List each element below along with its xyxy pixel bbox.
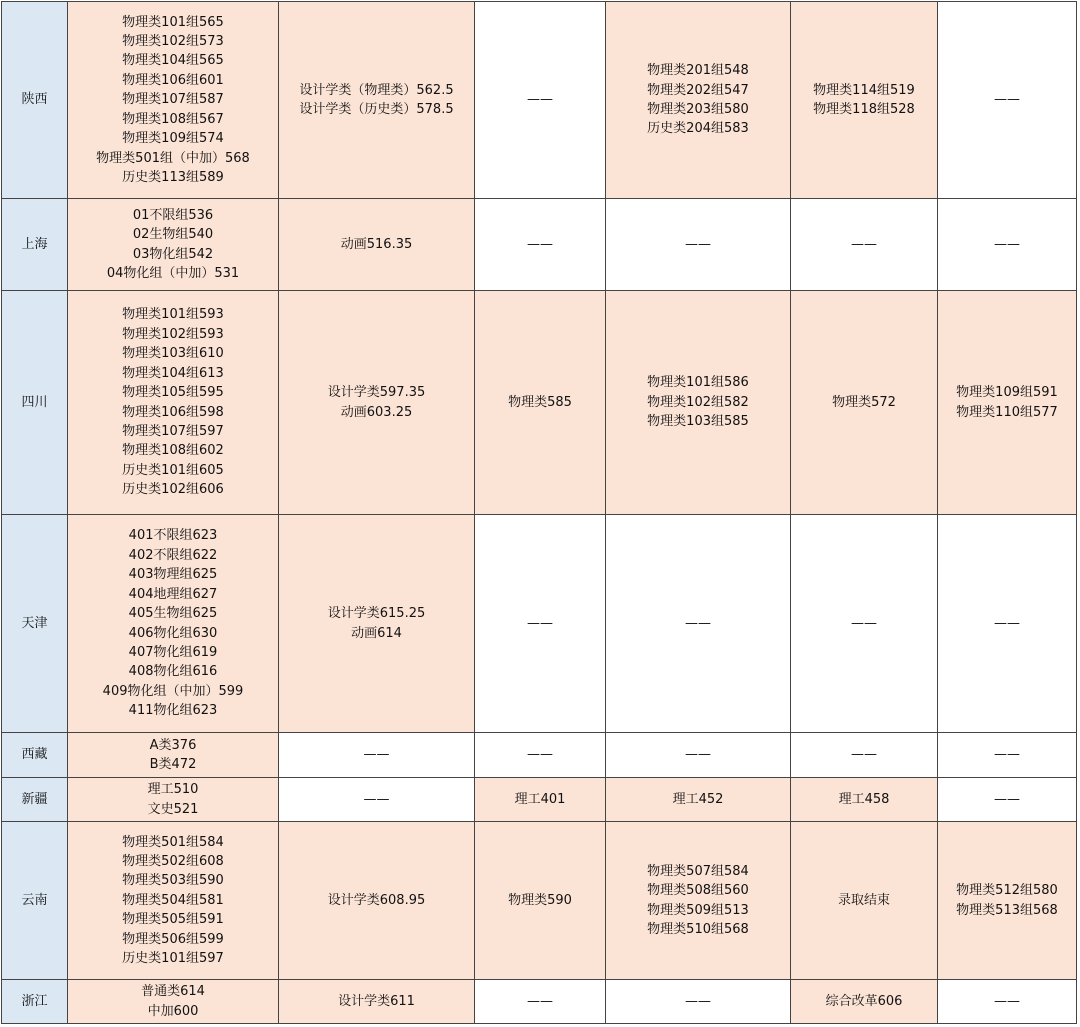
empty-dash: —— <box>363 791 390 807</box>
score-cell <box>791 733 938 778</box>
empty-dash: —— <box>685 747 711 763</box>
score-line: 设计学类（历史类）578.5 <box>299 102 454 117</box>
score-line: 物理类507组584 <box>647 863 749 879</box>
score-cell <box>606 291 791 515</box>
score-cell <box>279 2 475 199</box>
score-cell <box>606 515 791 733</box>
score-line: 物理类508组560 <box>647 883 749 899</box>
empty-dash: —— <box>527 747 553 763</box>
score-line: 设计学类（物理类）562.5 <box>299 82 454 98</box>
score-line: 物理类501组（中加）568 <box>96 150 250 166</box>
score-cell <box>606 778 791 822</box>
score-line: 动画603.25 <box>340 404 413 420</box>
score-line: 文史521 <box>147 801 199 817</box>
province-cell: 天津 <box>2 515 68 733</box>
score-line: 02生物组540 <box>132 227 214 243</box>
score-line: 物理类108组567 <box>122 111 224 127</box>
score-cell <box>475 980 606 1024</box>
score-line: 物理类107组597 <box>122 423 224 439</box>
score-line: 物理类101组586 <box>647 375 749 391</box>
score-line: 物理类202组547 <box>647 82 749 98</box>
score-cell <box>68 778 279 822</box>
score-cell <box>68 291 279 515</box>
score-cell <box>475 291 606 515</box>
score-line: 物理类201组548 <box>647 63 749 79</box>
score-line: 物理类101组565 <box>122 14 224 30</box>
score-line: 405生物组625 <box>128 606 218 622</box>
score-cell <box>938 291 1077 515</box>
score-cell <box>938 822 1077 980</box>
score-line: 物理类506组599 <box>122 931 224 947</box>
score-line: 历史类204组583 <box>647 121 749 137</box>
empty-dash: —— <box>527 92 553 108</box>
score-cell <box>475 199 606 291</box>
score-line: A类376 <box>149 737 197 753</box>
score-line: 01不限组536 <box>132 207 214 223</box>
score-cell <box>68 515 279 733</box>
score-cell <box>791 822 938 980</box>
table-row <box>2 515 1077 733</box>
score-line: 物理类509组513 <box>647 902 749 918</box>
table-row <box>2 980 1077 1024</box>
score-line: 物理类572 <box>832 394 896 410</box>
score-line: 物理类102组573 <box>122 34 224 50</box>
score-line: 406物化组630 <box>128 625 218 641</box>
score-cell <box>606 2 791 199</box>
admission-score-table <box>1 1 1077 1024</box>
table-row <box>2 778 1077 822</box>
score-line: 物理类114组519 <box>813 82 915 98</box>
score-line: 物理类510组568 <box>647 921 749 937</box>
score-cell <box>791 2 938 199</box>
score-line: 物理类503组590 <box>122 873 224 889</box>
score-cell <box>68 822 279 980</box>
score-line: 普通类614 <box>141 984 205 1000</box>
empty-dash: —— <box>363 747 390 763</box>
score-line: 设计学类597.35 <box>327 385 426 401</box>
score-line: 理工458 <box>838 791 890 807</box>
province-cell: 上海 <box>2 199 68 291</box>
score-cell <box>475 778 606 822</box>
score-cell <box>475 2 606 199</box>
score-line: 物理类105组595 <box>122 385 224 401</box>
score-line: 历史类101组597 <box>122 951 224 967</box>
score-line: 理工510 <box>147 782 199 798</box>
score-line: 理工452 <box>672 791 724 807</box>
empty-dash: —— <box>994 747 1020 763</box>
empty-dash: —— <box>851 747 877 763</box>
score-cell <box>279 980 475 1024</box>
score-line: 402不限组622 <box>128 547 218 563</box>
empty-dash: —— <box>851 236 877 252</box>
score-line: 中加600 <box>147 1003 199 1019</box>
score-cell <box>279 291 475 515</box>
score-line: 物理类104组565 <box>122 53 224 69</box>
score-cell <box>279 822 475 980</box>
score-line: 历史类101组605 <box>122 462 224 478</box>
empty-dash: —— <box>527 615 553 631</box>
table-row <box>2 2 1077 199</box>
empty-dash: —— <box>685 993 711 1009</box>
score-cell <box>279 733 475 778</box>
score-cell <box>791 778 938 822</box>
province-cell: 浙江 <box>2 980 68 1024</box>
score-line: B类472 <box>149 757 197 772</box>
score-line: 物理类513组568 <box>956 902 1058 918</box>
score-line: 物理类585 <box>508 394 572 410</box>
score-cell <box>68 980 279 1024</box>
score-line: 动画516.35 <box>340 236 413 252</box>
score-line: 411物化组623 <box>128 703 218 719</box>
score-cell <box>68 199 279 291</box>
score-cell <box>606 199 791 291</box>
empty-dash: —— <box>527 993 553 1009</box>
score-line: 物理类504组581 <box>122 892 224 908</box>
score-line: 设计学类608.95 <box>327 892 426 908</box>
score-cell <box>938 778 1077 822</box>
score-cell <box>938 733 1077 778</box>
score-cell <box>938 2 1077 199</box>
score-line: 物理类106组601 <box>122 72 224 88</box>
province-cell: 西藏 <box>2 733 68 778</box>
score-line: 物理类103组585 <box>647 414 749 430</box>
province-cell: 新疆 <box>2 778 68 822</box>
score-line: 物理类203组580 <box>647 102 749 117</box>
score-line: 动画614 <box>351 625 402 641</box>
empty-dash: —— <box>994 92 1020 108</box>
score-cell <box>68 2 279 199</box>
score-cell <box>791 515 938 733</box>
score-cell <box>68 733 279 778</box>
province-cell: 陕西 <box>2 2 68 199</box>
table-row <box>2 822 1077 980</box>
table-row <box>2 733 1077 778</box>
empty-dash: —— <box>994 236 1020 252</box>
score-line: 409物化组（中加）599 <box>102 683 244 699</box>
score-line: 物理类110组577 <box>956 404 1058 420</box>
score-line: 物理类501组584 <box>122 834 224 850</box>
score-cell <box>606 733 791 778</box>
score-line: 物理类109组591 <box>956 385 1058 401</box>
score-cell <box>279 199 475 291</box>
score-line: 物理类102组593 <box>122 326 224 342</box>
score-cell <box>606 980 791 1024</box>
score-cell <box>791 291 938 515</box>
score-cell <box>938 980 1077 1024</box>
score-line: 录取结束 <box>837 892 890 908</box>
score-line: 407物化组619 <box>128 644 218 660</box>
score-line: 物理类108组602 <box>122 443 224 459</box>
score-line: 03物化组542 <box>132 246 214 262</box>
empty-dash: —— <box>994 791 1020 807</box>
table-body <box>2 2 1077 1024</box>
empty-dash: —— <box>527 236 553 252</box>
score-line: 历史类113组589 <box>122 169 224 185</box>
empty-dash: —— <box>685 615 711 631</box>
score-line: 设计学类611 <box>338 993 415 1009</box>
score-cell <box>475 822 606 980</box>
score-line: 物理类505组591 <box>122 912 224 928</box>
score-line: 物理类109组574 <box>122 131 224 147</box>
score-line: 404地理组627 <box>128 586 218 602</box>
score-line: 401不限组623 <box>128 528 218 544</box>
score-line: 403物理组625 <box>128 567 218 583</box>
score-line: 历史类102组606 <box>122 482 224 498</box>
score-line: 综合改革606 <box>825 993 903 1009</box>
score-line: 物理类502组608 <box>122 853 224 869</box>
score-cell <box>791 199 938 291</box>
score-line: 理工401 <box>514 791 566 807</box>
empty-dash: —— <box>994 615 1020 631</box>
score-cell <box>791 980 938 1024</box>
empty-dash: —— <box>851 615 877 631</box>
score-cell <box>938 199 1077 291</box>
score-line: 物理类107组587 <box>122 92 224 108</box>
score-line: 设计学类615.25 <box>327 606 426 622</box>
score-cell <box>938 515 1077 733</box>
table-row <box>2 291 1077 515</box>
province-cell: 云南 <box>2 822 68 980</box>
table-row <box>2 199 1077 291</box>
score-line: 物理类512组580 <box>956 883 1058 899</box>
empty-dash: —— <box>685 236 711 252</box>
score-cell <box>279 515 475 733</box>
score-cell <box>279 778 475 822</box>
score-line: 408物化组616 <box>128 664 218 680</box>
score-line: 物理类590 <box>508 892 572 908</box>
score-line: 物理类118组528 <box>813 102 915 117</box>
score-cell <box>606 822 791 980</box>
score-line: 物理类102组582 <box>647 394 749 410</box>
score-cell <box>475 515 606 733</box>
empty-dash: —— <box>994 993 1020 1009</box>
province-cell: 四川 <box>2 291 68 515</box>
score-line: 物理类101组593 <box>122 307 224 323</box>
score-line: 04物化组（中加）531 <box>106 265 240 281</box>
score-line: 物理类106组598 <box>122 404 224 420</box>
score-line: 物理类103组610 <box>122 346 224 362</box>
score-line: 物理类104组613 <box>122 365 224 381</box>
score-cell <box>475 733 606 778</box>
